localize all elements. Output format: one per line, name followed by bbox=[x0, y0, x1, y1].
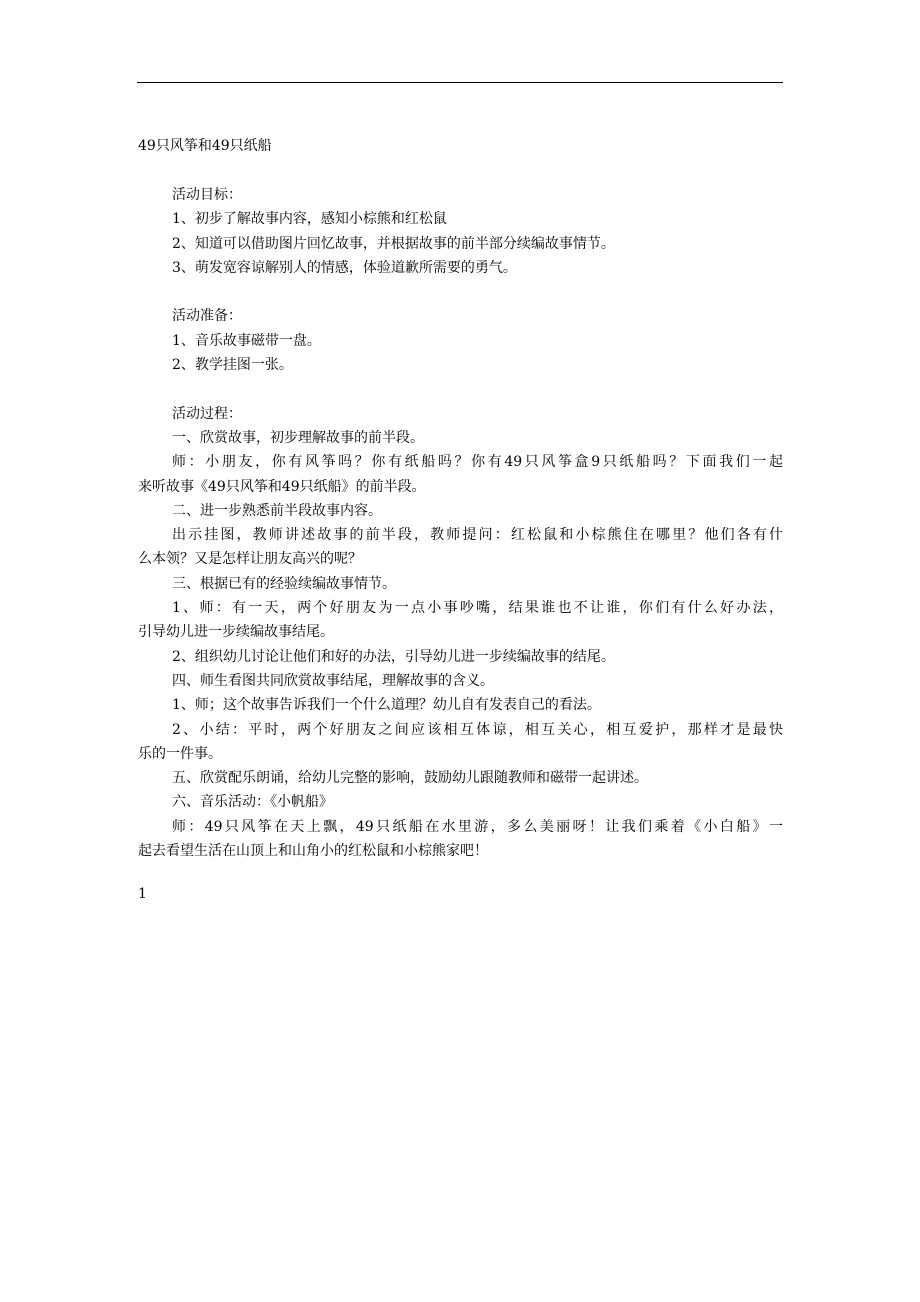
header-rule bbox=[137, 82, 783, 83]
blank-line bbox=[138, 280, 783, 304]
step-5-heading: 五、欣赏配乐朗诵，给幼儿完整的影响，鼓励幼儿跟随教师和磁带一起讲述。 bbox=[172, 770, 648, 787]
step-2-paragraph-line: 么本领？又是怎样让朋友高兴的呢？ bbox=[138, 551, 362, 568]
step-4-heading: 四、师生看图共同欣赏故事结尾，理解故事的含义。 bbox=[172, 672, 494, 689]
prep-heading: 活动准备： bbox=[172, 308, 242, 325]
step-2-paragraph-line: 出示挂图，教师讲述故事的前半段，教师提问：红松鼠和小棕熊住在哪里？他们各有什 bbox=[172, 527, 783, 544]
goal-item-3: 3、萌发宽容谅解别人的情感，体验道歉所需要的勇气。 bbox=[172, 259, 517, 276]
step-1-paragraph-line: 师：小朋友，你有风筝吗？你有纸船吗？你有49只风筝盒9只纸船吗？下面我们一起 bbox=[172, 454, 783, 471]
prep-item-2: 2、教学挂图一张。 bbox=[172, 357, 293, 374]
blank-line bbox=[138, 377, 783, 401]
step-1-heading: 一、欣赏故事，初步理解故事的前半段。 bbox=[172, 429, 424, 446]
step-4-item-1: 1、师；这个故事告诉我们一个什么道理？幼儿自有发表自己的看法。 bbox=[172, 697, 601, 714]
document-title: 49只风筝和49只纸船 bbox=[138, 138, 272, 154]
process-heading: 活动过程： bbox=[172, 405, 242, 422]
step-3-item-2: 2、组织幼儿讨论让他们和好的办法，引导幼儿进一步续编故事的结尾。 bbox=[172, 648, 615, 665]
page-number: 1 bbox=[138, 886, 147, 902]
step-2-heading: 二、进一步熟悉前半段故事内容。 bbox=[172, 502, 382, 519]
goal-item-1: 1、初步了解故事内容，感知小棕熊和红松鼠 bbox=[172, 211, 447, 228]
document-body bbox=[138, 183, 783, 863]
goal-item-2: 2、知道可以借助图片回忆故事，并根据故事的前半部分续编故事情节。 bbox=[172, 235, 615, 252]
step-6-paragraph-line: 师：49只风筝在天上飘，49只纸船在水里游，多么美丽呀！让我们乘着《小白船》一 bbox=[172, 818, 783, 835]
step-3-heading: 三、根据已有的经验续编故事情节。 bbox=[172, 575, 396, 592]
step-3-item-1-line: 1、师：有一天，两个好朋友为一点小事吵嘴，结果谁也不让谁，你们有什么好办法， bbox=[172, 600, 783, 617]
prep-item-1: 1、音乐故事磁带一盘。 bbox=[172, 332, 321, 349]
goals-heading: 活动目标： bbox=[172, 187, 242, 203]
step-4-item-2-line: 2、小结：平时，两个好朋友之间应该相互体谅，相互关心，相互爱护，那样才是最快 bbox=[172, 721, 783, 738]
step-6-paragraph-line: 起去看望生活在山顶上和山角小的红松鼠和小棕熊家吧！ bbox=[138, 843, 488, 860]
step-1-paragraph-line: 来听故事《49只风筝和49只纸船》的前半段。 bbox=[138, 478, 426, 495]
step-3-item-1-line: 引导幼儿进一步续编故事结尾。 bbox=[138, 624, 334, 641]
step-6-heading: 六、音乐活动：《小帆船》 bbox=[172, 794, 333, 811]
step-4-item-2-line: 乐的一件事。 bbox=[138, 745, 222, 762]
